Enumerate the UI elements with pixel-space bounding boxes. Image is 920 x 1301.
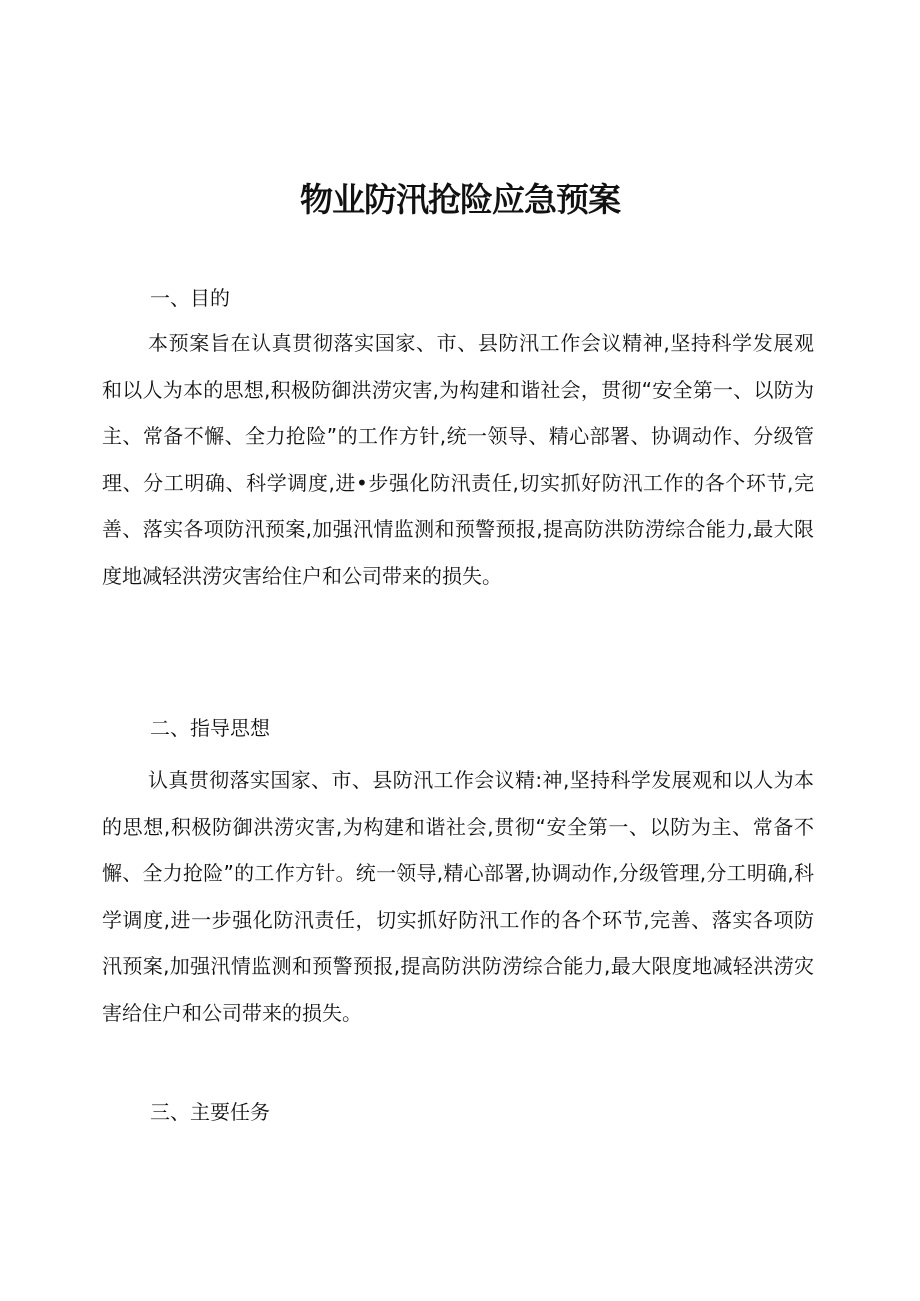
section-heading-guiding-ideology: 二、指导思想 (150, 716, 270, 740)
section-body-guiding-ideology: 认真贯彻落实国家、市、县防汛工作会议精:神,坚持科学发展观和以人为本的思想,积极防御洪涝灾害,为构建和谐社会,贯彻“安全第一、以防为主、常备不懈、全力抢险”的工作方针。统一领导,精心部署,协调动作,分级管理,分工明确,科学调度,进一步强化防汛责任，切实抓好防汛工作的各个环节,完善、落实各项防汛预案,加强汛情监测和预警预报,提高防洪防涝综合能力,最大限度地减轻洪涝灾害给住户和公司带来的损失。 (102, 768, 814, 1025)
section-body-purpose: 本预案旨在认真贯彻落实国家、市、县防汛工作会议精神,坚持科学发展观和以人为本的思想,积极防御洪涝灾害,为构建和谐社会，贯彻“安全第一、以防为主、常备不懈、全力抢险”的工作方针,统一领导、精心部署、协调动作、分级管理、分工明确、科学调度,进•步强化防汛责任,切实抓好防汛工作的各个环节,完善、落实各项防汛预案,加强汛情监测和预警预报,提高防洪防涝综合能力,最大限度地减轻洪涝灾害给住户和公司带来的损失。 (102, 331, 814, 588)
document-title: 物业防汛抢险应急预案 (300, 180, 620, 219)
section-heading-purpose: 一、目的 (150, 286, 230, 310)
section-heading-main-tasks: 三、主要任务 (150, 1100, 270, 1124)
